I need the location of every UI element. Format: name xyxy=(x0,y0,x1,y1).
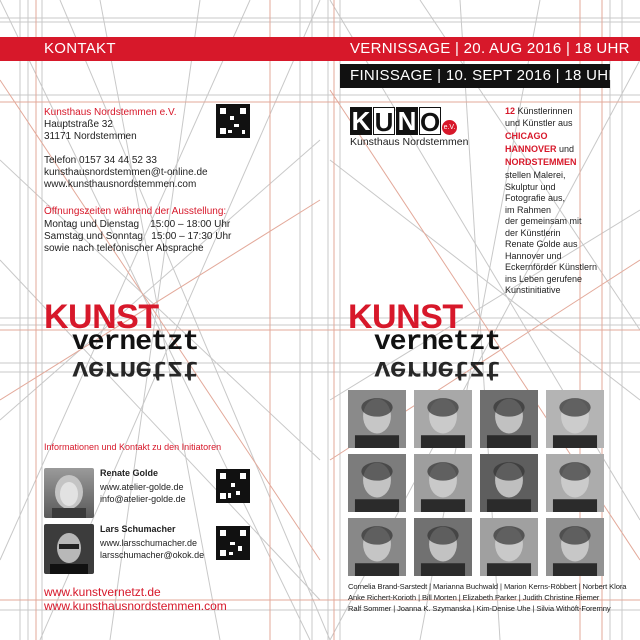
portrait-renate-golde xyxy=(44,468,94,518)
city-chicago: CHICAGO xyxy=(505,131,548,141)
description-text-7: Renate Golde aus xyxy=(505,239,578,249)
kunst-logo-title: KUNST xyxy=(348,298,463,336)
artist-portrait xyxy=(480,454,538,512)
hours-row-weekdays: Montag und Dienstag 15:00 – 18:00 Uhr xyxy=(44,219,231,230)
description-text-8: Hannover und xyxy=(505,250,562,261)
kuno-letter-o: O xyxy=(420,107,441,137)
description-text-4: im Rahmen xyxy=(505,204,552,215)
artist-portrait xyxy=(414,390,472,448)
qr-code-icon[interactable] xyxy=(216,526,250,560)
vernetzt-logo-text: vernetzt xyxy=(72,327,199,358)
hours-row-phone: sowie nach telefonischer Absprache xyxy=(44,243,204,254)
city-hannover: HANNOVER xyxy=(505,144,557,154)
portrait-lars-schumacher xyxy=(44,524,94,574)
description-text-10: ins Leben gerufene xyxy=(505,273,583,284)
person1-name: Renate Golde xyxy=(100,468,159,478)
artist-portrait xyxy=(414,518,472,576)
hours-title: Öffnungszeiten während der Ausstellung: xyxy=(44,206,227,217)
kuno-letter-u: U xyxy=(374,107,394,137)
artist-portrait xyxy=(348,390,406,448)
artist-portrait xyxy=(546,454,604,512)
person1-website-link[interactable]: www.atelier-golde.de xyxy=(100,482,184,492)
email-link[interactable]: kunsthausnordstemmen@t-online.de xyxy=(44,167,208,178)
artist-portrait xyxy=(414,454,472,512)
description-line1 xyxy=(505,106,573,118)
hours-row-weekend: Samstag und Sonntag 15:00 – 17:30 Uhr xyxy=(44,231,232,242)
kuno-ev-badge: e.V. xyxy=(442,120,457,135)
person1-email-link[interactable]: info@atelier-golde.de xyxy=(100,494,186,504)
person2-name: Lars Schumacher xyxy=(100,524,176,534)
artist-portrait xyxy=(348,518,406,576)
artist-count-label: Künstlerinnen xyxy=(515,106,573,116)
description-und: und xyxy=(556,144,575,154)
kunst-logo-title: KUNST xyxy=(44,298,159,336)
artist-names-line1: Cornelia Brand-Sarstedt | Marianna Buchwald | Marion Kerns-Röbbert | Norbert Klora xyxy=(348,582,627,591)
kunstvernetzt-website-link[interactable]: www.kunstvernetzt.de xyxy=(44,585,161,599)
artist-portrait xyxy=(546,518,604,576)
artist-names-line3: Ralf Sommer | Joanna K. Szymanska | Kim-Denise Uhe | Silvia Withöft-Foremny xyxy=(348,604,611,613)
person2-email-link[interactable]: larsschumacher@okok.de xyxy=(100,550,205,560)
vernetzt-mirror-text: vernetzt xyxy=(72,353,199,384)
description-text-3: Fotografie aus, xyxy=(505,193,566,203)
org-name: Kunsthaus Nordstemmen e.V. xyxy=(44,107,177,118)
city-nordstemmen: NORDSTEMMEN xyxy=(505,157,577,167)
phone: Telefon 0157 34 44 52 33 xyxy=(44,155,157,166)
description-text-1: stellen Malerei, xyxy=(505,170,566,180)
qr-code-icon[interactable] xyxy=(216,469,250,503)
description-text-2: Skulptur und xyxy=(505,181,556,192)
vernetzt-mirror-text: vernetzt xyxy=(374,353,501,384)
description-text-6: der Künstlerin xyxy=(505,227,561,238)
description-cities-line xyxy=(505,144,574,156)
website-link[interactable]: www.kunsthausnordstemmen.com xyxy=(44,179,197,190)
artist-portrait xyxy=(480,390,538,448)
vernissage-date: VERNISSAGE | 20. AUG 2016 | 18 UHR xyxy=(350,40,630,57)
kontakt-heading: KONTAKT xyxy=(44,40,116,57)
description-text-9: Eckernförder Künstlern xyxy=(505,262,598,272)
description-line2: und Künstler aus xyxy=(505,118,573,128)
artist-portrait xyxy=(348,454,406,512)
vernetzt-logo-text: vernetzt xyxy=(374,327,501,358)
artist-portrait xyxy=(480,518,538,576)
artist-portrait xyxy=(546,390,604,448)
kuno-letter-n: N xyxy=(397,106,417,136)
finissage-date: FINISSAGE | 10. SEPT 2016 | 18 UHR xyxy=(350,67,620,84)
street: Hauptstraße 32 xyxy=(44,119,113,130)
qr-code-icon[interactable] xyxy=(216,104,250,138)
artist-names xyxy=(348,581,626,614)
initiators-title: Informationen und Kontakt zu den Initiatoren xyxy=(44,442,222,452)
description-text-5: der gemeinsam mit xyxy=(505,216,582,226)
kunsthaus-website-link[interactable]: www.kunsthausnordstemmen.com xyxy=(44,599,227,613)
person2-website-link[interactable]: www.larsschumacher.de xyxy=(100,538,198,548)
city: 31171 Nordstemmen xyxy=(44,131,137,142)
kuno-subtitle: Kunsthaus Nordstemmen xyxy=(350,136,469,148)
artist-count: 12 xyxy=(505,106,516,116)
description-text-11: Kunstinitiative xyxy=(505,285,561,295)
kuno-letter-k: K xyxy=(351,106,371,136)
artist-names-line2: Anke Richert-Korioth | Bill Morten | Elizabeth Parker | Judith Christine Riemer xyxy=(348,593,600,602)
